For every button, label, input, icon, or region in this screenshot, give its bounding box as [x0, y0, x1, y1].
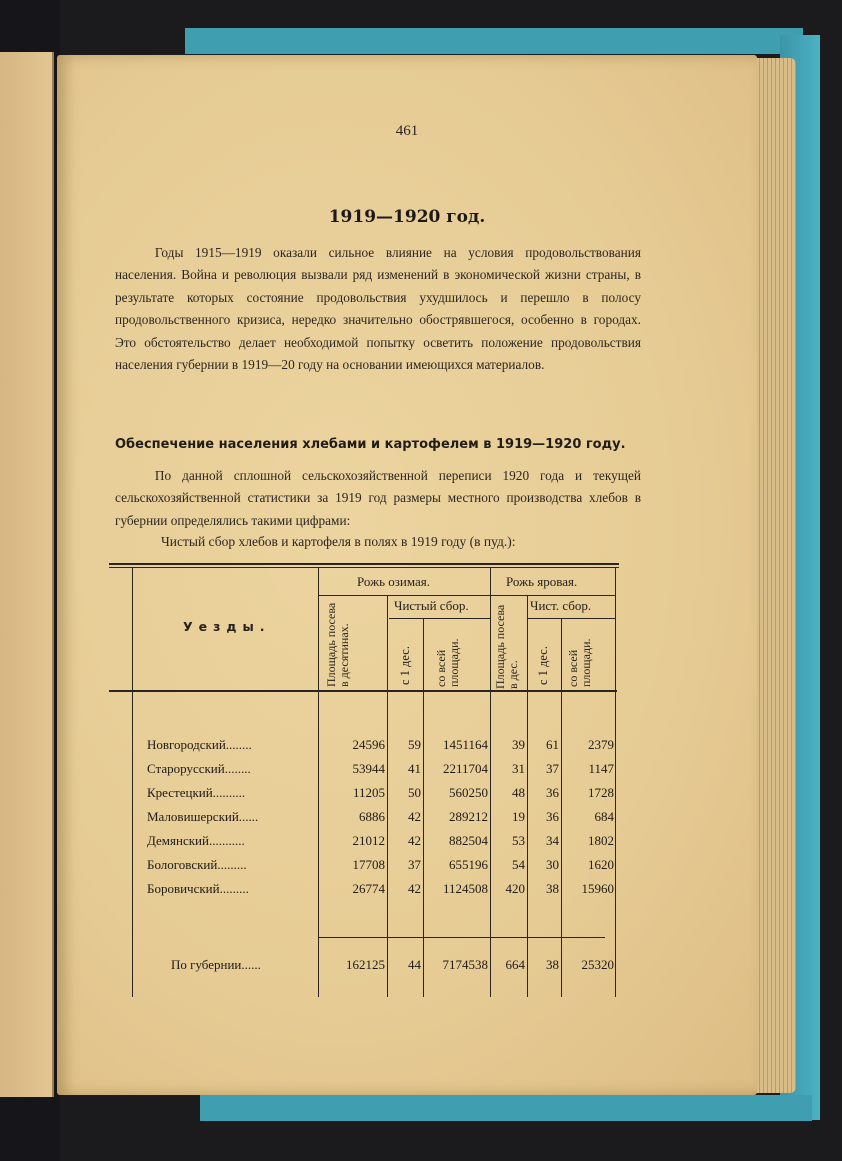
row-2-s-per: 37	[546, 761, 559, 776]
header-bottom-rule	[109, 690, 617, 692]
total-label: По губернии......	[171, 957, 261, 972]
row-3-s-area: 48	[512, 785, 525, 800]
row-6-s-per: 30	[546, 857, 559, 872]
row-5-w-per: 42	[408, 833, 421, 848]
row-7-s-total: 15960	[581, 881, 614, 896]
spring-group-rule	[491, 595, 615, 596]
page-number: 461	[395, 123, 419, 139]
row-3-w-total: 560250	[449, 785, 488, 800]
page-heading: 1919—1920 год.	[328, 207, 486, 227]
row-6-s-area: 54	[512, 857, 525, 872]
col-rule-8	[615, 567, 616, 997]
section-heading: Обеспечение населения хлебами и картофелем в 1919—1920 году.	[115, 437, 626, 452]
header-winter-net: Чистый сбор.	[394, 598, 469, 613]
row-1-s-total: 2379	[588, 737, 614, 752]
left-page-edge	[0, 52, 54, 1097]
book-cover-bottom	[200, 1095, 812, 1121]
row-5-w-area: 21012	[352, 833, 385, 848]
header-winter-total: со всей площади.	[434, 638, 461, 687]
row-3-district: Крестецкий..........	[147, 785, 246, 800]
row-6-w-per: 37	[408, 857, 421, 872]
col-rule-4	[423, 618, 424, 997]
table-caption: Чистый сбор хлебов и картофеля в полях в 1919 году (в пуд.):	[161, 534, 516, 549]
header-winter-area: Площадь посева в десятинах.	[324, 602, 351, 687]
row-3-s-total: 1728	[588, 785, 614, 800]
total-w-total: 7174538	[442, 957, 488, 972]
total-s-total: 25320	[581, 957, 614, 972]
row-6-s-total: 1620	[588, 857, 614, 872]
row-4-s-area: 19	[512, 809, 525, 824]
row-1-w-total: 1451164	[442, 737, 488, 752]
row-6-w-area: 17708	[352, 857, 385, 872]
row-7-s-area: 420	[505, 881, 525, 896]
total-rule	[319, 937, 605, 938]
row-1-s-area: 39	[512, 737, 525, 752]
row-2-w-per: 41	[408, 761, 421, 776]
row-2-w-total: 2211704	[442, 761, 488, 776]
total-w-per: 44	[408, 957, 421, 972]
row-6-district: Бологовский.........	[147, 857, 247, 872]
row-5-s-per: 34	[546, 833, 559, 848]
header-winter-per-des: с 1 дес.	[398, 646, 412, 685]
book-page	[57, 55, 757, 1095]
header-spring-per-des: с 1 дес.	[536, 646, 550, 685]
total-s-per: 38	[546, 957, 559, 972]
row-4-w-total: 289212	[449, 809, 488, 824]
row-4-s-total: 684	[594, 809, 614, 824]
section-paragraph: По данной сплошной сельскохозяйственной переписи 1920 года и текущей сельскохозяйственной статистики за 1919 год размеры местного производства хлебов в губернии определялись такими цифрами:	[115, 468, 641, 528]
book-cover-top	[185, 28, 803, 54]
intro-paragraph: Годы 1915—1919 оказали сильное влияние на условия продовольствования населения. Война и революция вызвали ряд изменений в экономической жизни страны, в результате которых состояние продовольствия ухудшилось и перешло в полосу продовольственного кризиса, нередко значительно обострявшегося, особенно в городах. Это обстоятельство делает необходимой попытку осветить положение продовольствия населения губернии в 1919—20 году на основании имеющихся материалов.	[115, 245, 641, 373]
total-w-area: 162125	[346, 957, 385, 972]
header-spring-net: Чист. сбор.	[530, 598, 592, 613]
row-3-s-per: 36	[546, 785, 559, 800]
row-1-district: Новгородский........	[147, 737, 252, 752]
row-4-s-per: 36	[546, 809, 559, 824]
row-1-s-per: 61	[546, 737, 559, 752]
row-2-s-total: 1147	[588, 761, 614, 776]
col-rule-7	[561, 618, 562, 997]
row-3-w-per: 50	[408, 785, 421, 800]
row-7-w-per: 42	[408, 881, 421, 896]
header-spring-area: Площадь посева в дес.	[493, 604, 520, 689]
row-2-s-area: 31	[512, 761, 525, 776]
row-1-w-per: 59	[408, 737, 421, 752]
header-spring-rye: Рожь яровая.	[506, 574, 578, 589]
col-rule-5	[490, 567, 491, 997]
row-7-district: Боровичский.........	[147, 881, 249, 896]
header-district: Уезды.	[183, 619, 271, 634]
row-4-w-area: 6886	[359, 809, 385, 824]
header-spring-total: со всей площади.	[566, 638, 593, 687]
row-5-s-total: 1802	[588, 833, 614, 848]
total-s-area: 664	[505, 957, 525, 972]
row-5-w-total: 882504	[449, 833, 488, 848]
winter-net-rule	[389, 618, 491, 619]
row-6-w-total: 655196	[449, 857, 488, 872]
header-winter-rye: Рожь озимая.	[357, 574, 430, 589]
row-1-w-area: 24596	[352, 737, 385, 752]
row-7-s-per: 38	[546, 881, 559, 896]
col-rule-1	[132, 567, 133, 997]
table-top-rule-2	[109, 567, 619, 568]
row-5-s-area: 53	[512, 833, 525, 848]
row-5-district: Демянский...........	[147, 833, 245, 848]
winter-group-rule	[319, 595, 491, 596]
table-top-rule	[109, 563, 619, 565]
row-3-w-area: 11205	[352, 785, 385, 800]
row-7-w-total: 1124508	[442, 881, 488, 896]
row-2-district: Старорусский........	[147, 761, 251, 776]
spring-net-rule	[527, 618, 615, 619]
row-2-w-area: 53944	[352, 761, 385, 776]
row-4-w-per: 42	[408, 809, 421, 824]
row-4-district: Маловишерский......	[147, 809, 259, 824]
col-rule-2	[318, 567, 319, 997]
row-7-w-area: 26774	[352, 881, 385, 896]
